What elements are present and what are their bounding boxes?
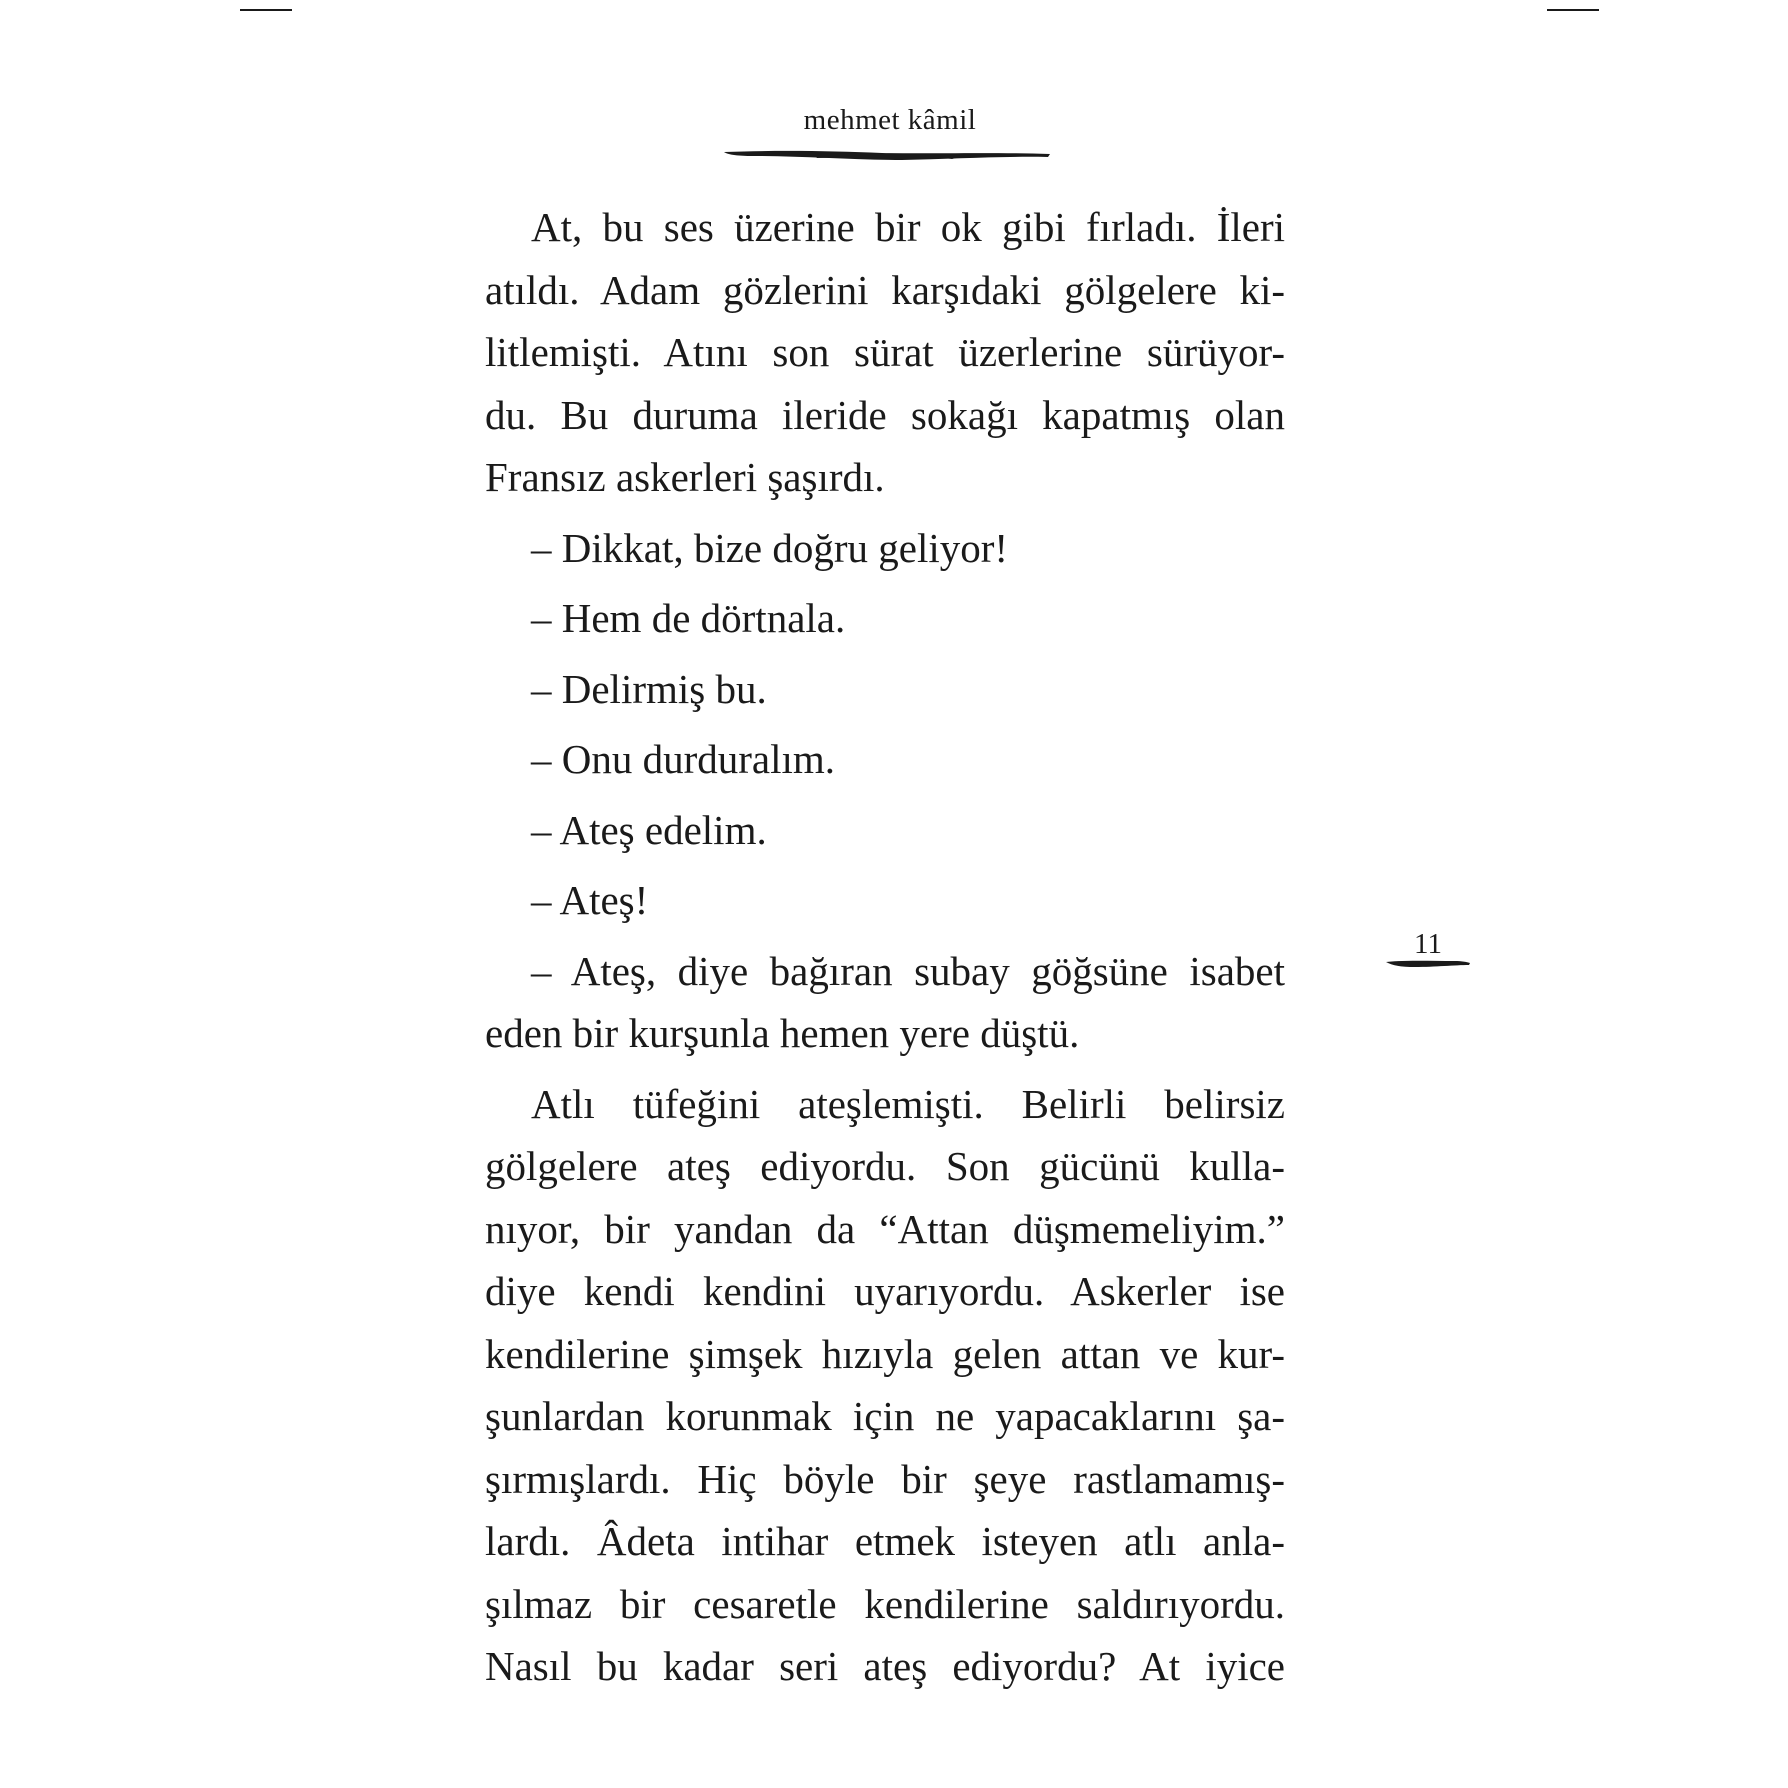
page-number: 11 xyxy=(1414,928,1442,960)
text-line: – Ateş, diye bağıran subay göğsüne isabet xyxy=(531,947,1285,994)
text-line: şunlardan korunmak için ne yapacaklarını şa- xyxy=(485,1393,1285,1439)
text-line: lardı. Âdeta intihar etmek isteyen atlı anla- xyxy=(485,1518,1285,1564)
text-line: kendilerine şimşek hızıyla gelen attan ve kur- xyxy=(485,1330,1285,1377)
text-line: diye kendi kendini uyarıyordu. Askerler ise xyxy=(485,1268,1285,1314)
crop-mark-left xyxy=(240,9,292,11)
paragraph xyxy=(485,196,1285,509)
paragraph xyxy=(485,1073,1285,1698)
dialogue-line: – Ateş! xyxy=(531,877,649,923)
text-line: şırmışlardı. Hiç böyle bir şeye rastlamamış- xyxy=(485,1455,1285,1502)
dialogue-line: – Hem de dörtnala. xyxy=(531,595,846,641)
dialogue-line: – Delirmiş bu. xyxy=(531,665,767,712)
body-text xyxy=(485,196,1285,1698)
text-line: şılmaz bir cesaretle kendilerine saldırıyordu. xyxy=(485,1580,1285,1627)
text-line: Atlı tüfeğini ateşlemişti. Belirli belirsiz xyxy=(531,1080,1285,1127)
text-line: Fransız askerleri şaşırdı. xyxy=(485,454,885,500)
dialogue-line: – Ateş edelim. xyxy=(531,806,767,853)
dialogue-line: – Dikkat, bize doğru geliyor! xyxy=(531,524,1009,571)
text-line: litlemişti. Atını son sürat üzerlerine sürüyor- xyxy=(485,329,1285,375)
brush-stroke-ornament xyxy=(722,148,1052,164)
text-line: gölgelere ateş ediyordu. Son gücünü kulla- xyxy=(485,1143,1285,1189)
text-line: atıldı. Adam gözlerini karşıdaki gölgelere ki- xyxy=(485,266,1285,313)
text-line: Nasıl bu kadar seri ateş ediyordu? At iyice xyxy=(485,1643,1285,1689)
paragraph xyxy=(485,940,1285,1065)
running-head-author: mehmet kâmil xyxy=(803,104,977,136)
text-line: At, bu ses üzerine bir ok gibi fırladı. İleri xyxy=(531,204,1285,250)
crop-mark-right xyxy=(1547,9,1599,11)
dialogue-line: – Onu durduralım. xyxy=(531,736,836,782)
text-line: du. Bu duruma ileride sokağı kapatmış olan xyxy=(485,391,1285,438)
text-line: nıyor, bir yandan da “Attan düşmemeliyim.” xyxy=(485,1205,1285,1252)
text-line: eden bir kurşunla hemen yere düştü. xyxy=(485,1010,1080,1056)
page-number-brush-stroke xyxy=(1385,958,1471,970)
